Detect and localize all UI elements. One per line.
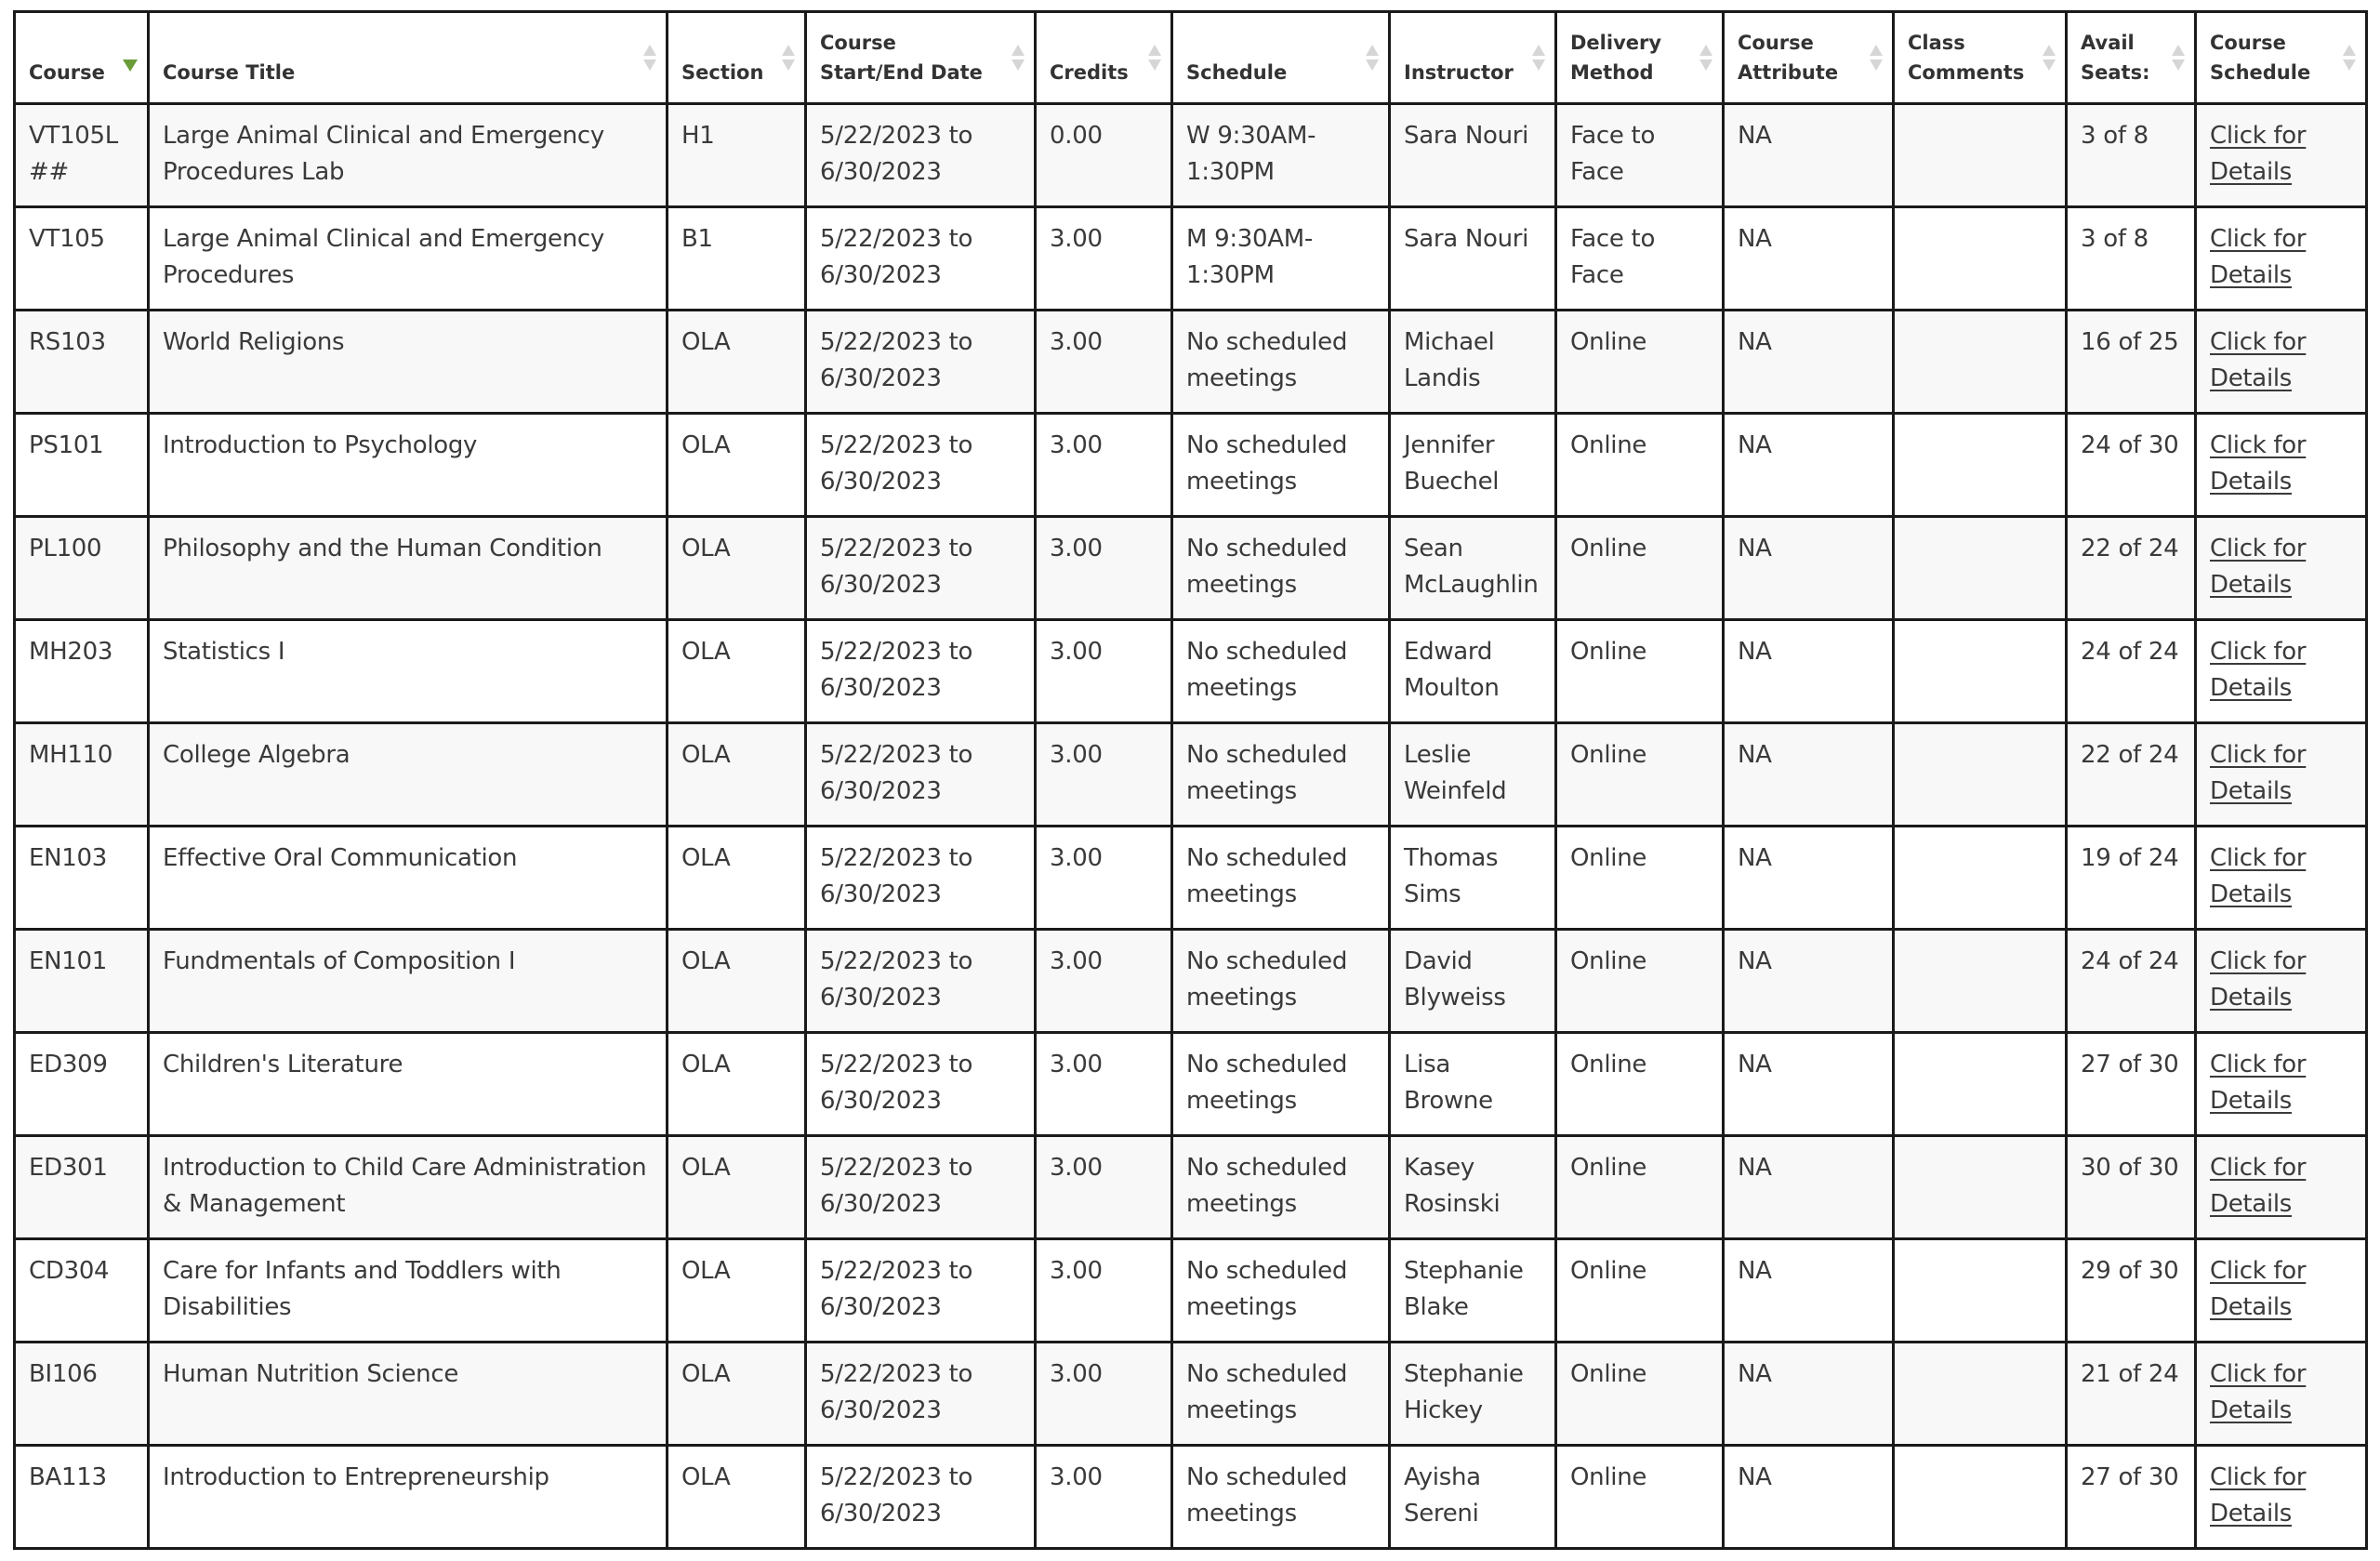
cell-section: H1	[668, 104, 806, 207]
cell-course-code: EN103	[15, 827, 149, 930]
sort-up-arrow-icon	[1012, 45, 1025, 56]
cell-course-title: Large Animal Clinical and Emergency Procedures Lab	[149, 104, 668, 207]
cell-schedule: No scheduled meetings	[1172, 311, 1390, 414]
cell-course-attribute: NA	[1724, 1239, 1894, 1343]
cell-class-comments	[1894, 414, 2067, 517]
column-header-label: Schedule	[1186, 61, 1288, 84]
cell-avail-seats: 24 of 24	[2067, 930, 2196, 1033]
sort-down-arrow-icon	[1870, 60, 1883, 71]
cell-course-code: MH110	[15, 723, 149, 827]
click-for-details-link[interactable]: Click for Details	[2210, 1051, 2307, 1115]
cell-course-schedule	[2196, 1033, 2367, 1136]
cell-schedule: No scheduled meetings	[1172, 1033, 1390, 1136]
sort-down-arrow-icon	[643, 60, 656, 71]
cell-class-comments	[1894, 1343, 2067, 1446]
table-row	[15, 517, 2367, 620]
cell-start-end-date: 5/22/2023 to 6/30/2023	[806, 723, 1036, 827]
course-listing-table	[13, 10, 2368, 1550]
table-row	[15, 1136, 2367, 1239]
column-header-credits[interactable]	[1036, 12, 1172, 104]
cell-delivery-method: Online	[1556, 620, 1724, 723]
click-for-details-link[interactable]: Click for Details	[2210, 741, 2307, 805]
cell-section: OLA	[668, 1343, 806, 1446]
cell-avail-seats: 3 of 8	[2067, 207, 2196, 311]
cell-start-end-date: 5/22/2023 to 6/30/2023	[806, 104, 1036, 207]
column-header-label: Course Start/End Date	[820, 32, 983, 84]
cell-credits: 3.00	[1036, 311, 1172, 414]
cell-schedule: No scheduled meetings	[1172, 1239, 1390, 1343]
column-header-delivery-method[interactable]	[1556, 12, 1724, 104]
cell-class-comments	[1894, 517, 2067, 620]
cell-instructor: Thomas Sims	[1390, 827, 1556, 930]
cell-delivery-method: Online	[1556, 1239, 1724, 1343]
cell-credits: 0.00	[1036, 104, 1172, 207]
cell-delivery-method: Online	[1556, 827, 1724, 930]
cell-instructor: Stephanie Hickey	[1390, 1343, 1556, 1446]
cell-course-title: Large Animal Clinical and Emergency Procedures	[149, 207, 668, 311]
cell-instructor: Michael Landis	[1390, 311, 1556, 414]
cell-delivery-method: Online	[1556, 1446, 1724, 1549]
cell-course-code: ED309	[15, 1033, 149, 1136]
sort-both-icon[interactable]	[782, 45, 795, 73]
column-header-schedule[interactable]	[1172, 12, 1390, 104]
cell-course-title: Effective Oral Communication	[149, 827, 668, 930]
cell-section: OLA	[668, 1033, 806, 1136]
cell-section: OLA	[668, 517, 806, 620]
cell-credits: 3.00	[1036, 930, 1172, 1033]
cell-course-title: Care for Infants and Toddlers with Disabilities	[149, 1239, 668, 1343]
cell-schedule: No scheduled meetings	[1172, 414, 1390, 517]
cell-class-comments	[1894, 311, 2067, 414]
cell-credits: 3.00	[1036, 620, 1172, 723]
cell-delivery-method: Face to Face	[1556, 207, 1724, 311]
cell-class-comments	[1894, 1446, 2067, 1549]
cell-start-end-date: 5/22/2023 to 6/30/2023	[806, 930, 1036, 1033]
cell-course-attribute: NA	[1724, 414, 1894, 517]
cell-course-title: Children's Literature	[149, 1033, 668, 1136]
click-for-details-link[interactable]: Click for Details	[2210, 1154, 2307, 1218]
cell-delivery-method: Online	[1556, 930, 1724, 1033]
table-row	[15, 723, 2367, 827]
column-header-label: Course Attribute	[1738, 32, 1839, 84]
cell-section: OLA	[668, 827, 806, 930]
cell-course-attribute: NA	[1724, 620, 1894, 723]
cell-instructor: Stephanie Blake	[1390, 1239, 1556, 1343]
column-header-course-title[interactable]	[149, 12, 668, 104]
column-header-course[interactable]	[15, 12, 149, 104]
sort-down-arrow-icon	[2043, 60, 2056, 71]
cell-course-attribute: NA	[1724, 723, 1894, 827]
cell-course-code: VT105L ##	[15, 104, 149, 207]
sort-both-icon[interactable]	[643, 45, 656, 73]
cell-start-end-date: 5/22/2023 to 6/30/2023	[806, 620, 1036, 723]
cell-course-schedule	[2196, 1343, 2367, 1446]
table-row	[15, 414, 2367, 517]
cell-credits: 3.00	[1036, 1239, 1172, 1343]
cell-credits: 3.00	[1036, 827, 1172, 930]
column-header-avail-seats[interactable]	[2067, 12, 2196, 104]
cell-course-attribute: NA	[1724, 517, 1894, 620]
column-header-label: Course	[29, 61, 105, 84]
sort-up-arrow-icon	[1532, 45, 1545, 56]
sort-down-arrow-icon	[2343, 60, 2356, 71]
sort-both-icon[interactable]	[2043, 45, 2056, 73]
column-header-course-schedule[interactable]	[2196, 12, 2367, 104]
table-row	[15, 827, 2367, 930]
cell-course-code: MH203	[15, 620, 149, 723]
column-header-label: Course Title	[163, 61, 296, 84]
cell-course-attribute: NA	[1724, 207, 1894, 311]
column-header-label: Class Comments	[1908, 32, 2025, 84]
cell-course-code: VT105	[15, 207, 149, 311]
column-header-class-comments[interactable]	[1894, 12, 2067, 104]
cell-credits: 3.00	[1036, 723, 1172, 827]
cell-course-code: BI106	[15, 1343, 149, 1446]
table-header	[15, 12, 2367, 104]
sort-both-icon[interactable]	[1532, 45, 1545, 73]
sort-up-arrow-icon	[1148, 45, 1161, 56]
cell-class-comments	[1894, 1136, 2067, 1239]
cell-course-schedule	[2196, 517, 2367, 620]
cell-instructor: Lisa Browne	[1390, 1033, 1556, 1136]
sort-down-arrow-icon	[782, 60, 795, 71]
cell-course-title: Statistics I	[149, 620, 668, 723]
column-header-label: Course Schedule	[2210, 32, 2311, 84]
column-header-start-end-date[interactable]	[806, 12, 1036, 104]
sort-up-arrow-icon	[782, 45, 795, 56]
cell-course-schedule	[2196, 827, 2367, 930]
table-row	[15, 1033, 2367, 1136]
cell-instructor: Jennifer Buechel	[1390, 414, 1556, 517]
cell-start-end-date: 5/22/2023 to 6/30/2023	[806, 1239, 1036, 1343]
cell-avail-seats: 21 of 24	[2067, 1343, 2196, 1446]
sort-up-arrow-icon	[1699, 45, 1712, 56]
cell-avail-seats: 27 of 30	[2067, 1446, 2196, 1549]
cell-course-schedule	[2196, 1239, 2367, 1343]
header-row	[15, 12, 2367, 104]
cell-instructor: Edward Moulton	[1390, 620, 1556, 723]
sort-both-icon[interactable]	[2172, 45, 2185, 73]
cell-start-end-date: 5/22/2023 to 6/30/2023	[806, 414, 1036, 517]
cell-course-title: Introduction to Psychology	[149, 414, 668, 517]
sort-down-arrow-icon	[1148, 60, 1161, 71]
cell-course-title: World Religions	[149, 311, 668, 414]
cell-avail-seats: 19 of 24	[2067, 827, 2196, 930]
cell-section: OLA	[668, 1239, 806, 1343]
cell-course-code: PS101	[15, 414, 149, 517]
cell-course-code: RS103	[15, 311, 149, 414]
column-header-course-attribute[interactable]	[1724, 12, 1894, 104]
cell-credits: 3.00	[1036, 414, 1172, 517]
sort-up-arrow-icon	[1870, 45, 1883, 56]
cell-class-comments	[1894, 207, 2067, 311]
cell-course-schedule	[2196, 414, 2367, 517]
sort-both-icon[interactable]	[1870, 45, 1883, 73]
cell-course-code: BA113	[15, 1446, 149, 1549]
cell-course-schedule	[2196, 1136, 2367, 1239]
cell-start-end-date: 5/22/2023 to 6/30/2023	[806, 827, 1036, 930]
cell-instructor: Ayisha Sereni	[1390, 1446, 1556, 1549]
cell-course-attribute: NA	[1724, 1136, 1894, 1239]
cell-section: B1	[668, 207, 806, 311]
cell-course-attribute: NA	[1724, 1033, 1894, 1136]
cell-course-schedule	[2196, 930, 2367, 1033]
cell-schedule: No scheduled meetings	[1172, 1343, 1390, 1446]
cell-avail-seats: 24 of 30	[2067, 414, 2196, 517]
cell-course-attribute: NA	[1724, 827, 1894, 930]
table-row	[15, 1343, 2367, 1446]
cell-avail-seats: 24 of 24	[2067, 620, 2196, 723]
cell-course-attribute: NA	[1724, 104, 1894, 207]
cell-start-end-date: 5/22/2023 to 6/30/2023	[806, 1446, 1036, 1549]
table-row	[15, 930, 2367, 1033]
cell-start-end-date: 5/22/2023 to 6/30/2023	[806, 1136, 1036, 1239]
cell-course-attribute: NA	[1724, 930, 1894, 1033]
cell-credits: 3.00	[1036, 1033, 1172, 1136]
column-header-label: Instructor	[1404, 61, 1514, 84]
cell-credits: 3.00	[1036, 207, 1172, 311]
click-for-details-link[interactable]: Click for Details	[2210, 1257, 2307, 1321]
cell-start-end-date: 5/22/2023 to 6/30/2023	[806, 207, 1036, 311]
sort-both-icon[interactable]	[1012, 45, 1025, 73]
cell-delivery-method: Online	[1556, 414, 1724, 517]
cell-class-comments	[1894, 1239, 2067, 1343]
cell-section: OLA	[668, 1446, 806, 1549]
cell-instructor: Sara Nouri	[1390, 104, 1556, 207]
cell-avail-seats: 30 of 30	[2067, 1136, 2196, 1239]
sort-up-arrow-icon	[1366, 45, 1379, 56]
cell-course-attribute: NA	[1724, 311, 1894, 414]
cell-delivery-method: Online	[1556, 723, 1724, 827]
cell-course-attribute: NA	[1724, 1343, 1894, 1446]
cell-schedule: No scheduled meetings	[1172, 723, 1390, 827]
cell-start-end-date: 5/22/2023 to 6/30/2023	[806, 1033, 1036, 1136]
cell-course-title: Introduction to Child Care Administration & Management	[149, 1136, 668, 1239]
table-row	[15, 620, 2367, 723]
cell-course-title: Philosophy and the Human Condition	[149, 517, 668, 620]
cell-delivery-method: Face to Face	[1556, 104, 1724, 207]
cell-course-code: EN101	[15, 930, 149, 1033]
table-row	[15, 311, 2367, 414]
cell-class-comments	[1894, 723, 2067, 827]
cell-avail-seats: 16 of 25	[2067, 311, 2196, 414]
cell-start-end-date: 5/22/2023 to 6/30/2023	[806, 517, 1036, 620]
cell-instructor: Sean McLaughlin	[1390, 517, 1556, 620]
column-header-section[interactable]	[668, 12, 806, 104]
table-body	[15, 104, 2367, 1549]
cell-schedule: No scheduled meetings	[1172, 1136, 1390, 1239]
click-for-details-link[interactable]: Click for Details	[2210, 638, 2307, 702]
click-for-details-link[interactable]: Click for Details	[2210, 1360, 2307, 1424]
column-header-label: Delivery Method	[1570, 32, 1662, 84]
table-row	[15, 1239, 2367, 1343]
cell-course-title: Human Nutrition Science	[149, 1343, 668, 1446]
cell-section: OLA	[668, 1136, 806, 1239]
cell-schedule: W 9:30AM-1:30PM	[1172, 104, 1390, 207]
column-header-instructor[interactable]	[1390, 12, 1556, 104]
cell-credits: 3.00	[1036, 1136, 1172, 1239]
cell-schedule: No scheduled meetings	[1172, 930, 1390, 1033]
click-for-details-link[interactable]: Click for Details	[2210, 122, 2307, 186]
cell-schedule: No scheduled meetings	[1172, 620, 1390, 723]
sort-both-icon[interactable]	[1148, 45, 1161, 73]
sort-down-arrow-icon	[1699, 60, 1712, 71]
cell-course-schedule	[2196, 207, 2367, 311]
column-header-label: Section	[681, 61, 764, 84]
cell-delivery-method: Online	[1556, 311, 1724, 414]
click-for-details-link[interactable]: Click for Details	[2210, 431, 2307, 496]
sort-both-icon[interactable]	[1699, 45, 1712, 73]
cell-course-code: ED301	[15, 1136, 149, 1239]
table-row	[15, 1446, 2367, 1549]
cell-course-code: PL100	[15, 517, 149, 620]
click-for-details-link[interactable]: Click for Details	[2210, 947, 2307, 1012]
cell-course-schedule	[2196, 620, 2367, 723]
cell-course-schedule	[2196, 104, 2367, 207]
column-header-label: Credits	[1050, 61, 1129, 84]
sort-up-arrow-icon	[2343, 45, 2356, 56]
cell-schedule: M 9:30AM-1:30PM	[1172, 207, 1390, 311]
sort-descending-icon[interactable]	[123, 60, 138, 72]
click-for-details-link[interactable]: Click for Details	[2210, 328, 2307, 392]
click-for-details-link[interactable]: Click for Details	[2210, 844, 2307, 908]
sort-up-arrow-icon	[643, 45, 656, 56]
cell-course-title: Fundmentals of Composition I	[149, 930, 668, 1033]
cell-course-code: CD304	[15, 1239, 149, 1343]
cell-schedule: No scheduled meetings	[1172, 827, 1390, 930]
cell-delivery-method: Online	[1556, 1136, 1724, 1239]
cell-section: OLA	[668, 723, 806, 827]
sort-both-icon[interactable]	[1366, 45, 1379, 73]
cell-class-comments	[1894, 620, 2067, 723]
column-header-label: Avail Seats:	[2081, 32, 2150, 84]
cell-course-schedule	[2196, 311, 2367, 414]
cell-avail-seats: 3 of 8	[2067, 104, 2196, 207]
click-for-details-link[interactable]: Click for Details	[2210, 1463, 2307, 1528]
cell-credits: 3.00	[1036, 517, 1172, 620]
cell-class-comments	[1894, 827, 2067, 930]
sort-up-arrow-icon	[2043, 45, 2056, 56]
cell-course-schedule	[2196, 723, 2367, 827]
cell-class-comments	[1894, 1033, 2067, 1136]
table-row	[15, 207, 2367, 311]
cell-avail-seats: 27 of 30	[2067, 1033, 2196, 1136]
cell-instructor: Kasey Rosinski	[1390, 1136, 1556, 1239]
click-for-details-link[interactable]: Click for Details	[2210, 225, 2307, 289]
cell-avail-seats: 22 of 24	[2067, 723, 2196, 827]
cell-class-comments	[1894, 104, 2067, 207]
sort-down-arrow-icon	[2172, 60, 2185, 71]
cell-schedule: No scheduled meetings	[1172, 1446, 1390, 1549]
cell-credits: 3.00	[1036, 1343, 1172, 1446]
cell-instructor: Leslie Weinfeld	[1390, 723, 1556, 827]
cell-course-attribute: NA	[1724, 1446, 1894, 1549]
cell-avail-seats: 22 of 24	[2067, 517, 2196, 620]
sort-down-arrow-icon	[1532, 60, 1545, 71]
cell-avail-seats: 29 of 30	[2067, 1239, 2196, 1343]
cell-delivery-method: Online	[1556, 1343, 1724, 1446]
table-row	[15, 104, 2367, 207]
cell-section: OLA	[668, 620, 806, 723]
cell-instructor: David Blyweiss	[1390, 930, 1556, 1033]
cell-start-end-date: 5/22/2023 to 6/30/2023	[806, 1343, 1036, 1446]
cell-start-end-date: 5/22/2023 to 6/30/2023	[806, 311, 1036, 414]
cell-course-title: College Algebra	[149, 723, 668, 827]
cell-section: OLA	[668, 311, 806, 414]
cell-delivery-method: Online	[1556, 517, 1724, 620]
sort-both-icon[interactable]	[2343, 45, 2356, 73]
cell-course-schedule	[2196, 1446, 2367, 1549]
cell-class-comments	[1894, 930, 2067, 1033]
cell-section: OLA	[668, 414, 806, 517]
cell-course-title: Introduction to Entrepreneurship	[149, 1446, 668, 1549]
cell-credits: 3.00	[1036, 1446, 1172, 1549]
cell-schedule: No scheduled meetings	[1172, 517, 1390, 620]
sort-up-arrow-icon	[2172, 45, 2185, 56]
cell-delivery-method: Online	[1556, 1033, 1724, 1136]
cell-section: OLA	[668, 930, 806, 1033]
click-for-details-link[interactable]: Click for Details	[2210, 535, 2307, 599]
sort-down-arrow-icon	[1012, 60, 1025, 71]
cell-instructor: Sara Nouri	[1390, 207, 1556, 311]
sort-down-arrow-icon	[1366, 60, 1379, 71]
